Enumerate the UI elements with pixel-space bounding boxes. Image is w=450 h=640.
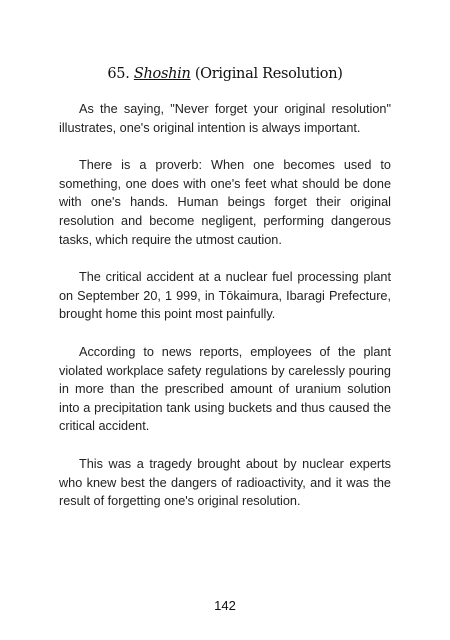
title-rest: (Original Resolution) xyxy=(190,66,343,82)
paragraph-3: The critical accident at a nuclear fuel processing plant on September 20, 1 999, in Tōkaimura, Ibaragi Prefecture, brought home this point most painfully. xyxy=(59,270,391,322)
paragraph-4: According to news reports, employees of the plant violated workplace safety regulations by carelessly pouring in more than the prescribed amount of uranium solution into a precipitation tank using buckets and thus caused the critical accident. xyxy=(59,344,391,434)
title-number: 65. xyxy=(107,66,134,82)
body-text xyxy=(59,100,391,530)
paragraph-1: As the saying, "Never forget your original resolution" illustrates, one's original intention is always important. xyxy=(59,102,391,135)
paragraph-2: There is a proverb: When one becomes used to something, one does with one's feet what should be done with one's hands. Human beings forget their original resolution and become negligent, performing dangerous tasks, which require the utmost caution. xyxy=(59,158,391,247)
paragraph-5: This was a tragedy brought about by nuclear experts who knew best the dangers of radioactivity, and it was the result of forgetting one's original resolution. xyxy=(59,456,391,509)
page-number: 142 xyxy=(214,598,236,613)
page-title xyxy=(0,64,450,84)
title-emphasis: Shoshin xyxy=(133,66,191,82)
